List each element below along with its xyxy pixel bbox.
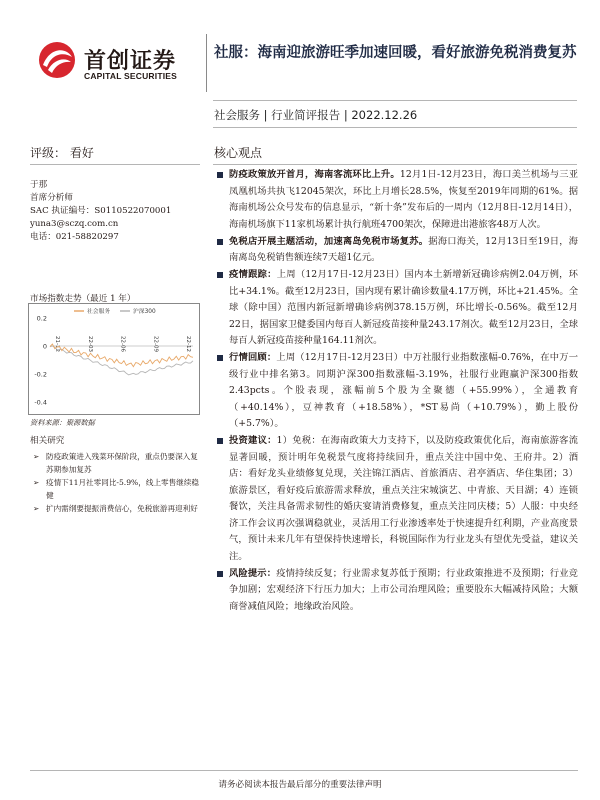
arrow-bullet-icon: ➢ [33,478,40,487]
report-title: 社服：海南迎旅游旺季加速回暖，看好旅游免税消费复苏 [214,45,577,61]
header-divider [206,34,207,92]
analyst-email: yuna3@sczq.com.cn [30,219,119,229]
y-tick-label: -0.2 [34,370,47,379]
square-bullet-icon [217,172,223,178]
index-trend-chart [28,303,200,415]
bullet-heading: 免税店开展主题活动，加速离岛免税市场复苏。 [229,235,429,247]
x-tick-label: 21-12 [54,336,60,352]
analyst-role: 首席分析师 [30,193,73,203]
list-item [213,433,578,565]
x-tick-label: 22-12 [185,336,191,352]
divider [30,164,200,165]
list-item [213,350,578,433]
chart-title: 市场指数走势（最近 1 年） [30,294,136,304]
square-bullet-icon [217,355,223,361]
divider [213,127,577,128]
legend-label: 沪深300 [133,309,156,315]
list-item [213,167,578,233]
x-tick-label: 22-09 [152,336,159,352]
report-category-line: 社会服务 | 行业简评报告 | 2022.12.26 [214,108,418,122]
y-tick-label: -0.4 [34,398,47,407]
arrow-bullet-icon: ➢ [33,452,40,461]
footer-disclaimer: 请务必阅读本报告最后部分的重要法律声明 [218,780,382,790]
analyst-phone: 电话：021-58820297 [30,232,119,242]
bullet-text: 上周（12月17日-12月23日）国内本土新增新冠确诊病例2.04万例，环比+34.1%。截至12月23日，国内现有累计确诊数量4.17万例，环比+21.45%。全球（除中国）范围内新冠新增确诊病例378.15万例，环比增长-0.56%。截至12月22日，据国家卫健委国内每百人新冠疫苗接种量243.17剂次。截至12月23日，全球每百人新冠疫苗接种量164.11剂次。 [229,269,578,346]
logo-text: 首创证券 [84,49,177,74]
core-views-list [213,167,578,616]
bullet-text: 据海口海关，12月13日至19日，海南离岛免税销售额连续7天超1亿元。 [229,235,578,263]
list-item [213,267,578,350]
bullet-text: 1）免税：在海南政策大力支持下，以及防疫政策优化后，海南旅游客流显著回暖，预计明年免税景气度将持续回升，重点关注中国中免、王府井。2）酒店：看好龙头业绩修复兑现，关注锦江酒店、首旅酒店、君亭酒店、华住集团；3）旅游景区，看好疫后旅游需求释放，重点关注宋城演艺、中青旅、天目湖；4）连锁餐饮，关注具备需求韧性的婚庆宴请消费修复，重点关注同庆楼；5）人服：中央经济工作会议再次强调稳就业，灵活用工行业渗透率处于快速提升红利期，产业高度景气，预计未来几年有望保持快速增长，科锐国际作为行业龙头有望优先受益，建议关注。 [229,435,578,562]
bullet-text: 疫情持续反复；行业需求复苏低于预期；行业政策推进不及预期；行业竞争加剧；宏观经济下行压力加大；上市公司治理风险；重要股东大幅减持风险；大额商誉减值风险；地缘政治风险。 [229,567,578,612]
logo-subtext: CAPITAL SECURITIES [84,71,178,81]
y-tick-label: 0.2 [36,314,47,323]
chart-source: 资料来源：聚源数据 [30,418,95,427]
square-bullet-icon [217,272,223,278]
list-item[interactable] [30,476,202,502]
legend-label: 社会服务 [87,309,111,315]
logo-mark-icon [38,41,76,79]
bullet-heading: 防疫政策放开首月，海南客流环比上升。 [229,169,400,180]
analyst-name: 于那 [30,180,48,190]
square-bullet-icon [217,438,223,444]
square-bullet-icon [217,239,223,245]
x-tick-label: 22-03 [86,336,93,352]
x-tick-label: 22-06 [119,336,126,352]
square-bullet-icon [217,571,223,577]
bullet-heading: 行情回顾： [229,352,277,363]
list-item[interactable] [30,450,202,476]
bullet-heading: 投资建议： [229,435,277,446]
bullet-text: 12月1日-12月23日，海口美兰机场与三亚凤凰机场共执飞12045架次，环比上月增长28.5%，恢复至2019年同期的61%。据海南机场公众号发布的信息显示，“新十条”发布后的一周内（12月8日-12月14日），海南机场旗下11家机场累计执行航班4700架次，保障进出港旅客48万人次。 [229,169,578,230]
rating-label: 评级： 看好 [30,146,94,160]
list-item [213,566,578,616]
related-research-title: 相关研究 [30,436,65,446]
core-views-title: 核心观点 [214,146,263,160]
list-item [213,234,578,267]
analyst-sac: SAC 执证编号：S0110522070001 [30,206,172,216]
bullet-heading: 风险提示： [229,567,277,579]
bullet-heading: 疫情跟踪： [229,269,277,280]
related-link-text: 疫情下11月社零同比-5.9%，线上零售继续稳健 [46,478,200,500]
divider [213,164,577,165]
related-link-text: 防疫政策进入残菜环保阶段，重点仍要深入复苏期参加复苏 [46,452,198,474]
arrow-bullet-icon: ➢ [33,504,40,513]
bullet-text: 上周（12月17日-12月23日）中万社服行业指数涨幅-0.76%，在中万一级行业中排名第3。同期沪深300指数涨幅-3.19%，社服行业跑赢沪深300指数2.43pcts。个股表现，涨幅前5个股为全聚德（+55.99%），全通教育（+40.14%），豆神教育（+18.58%），*ST易尚（+10.79%），勤上股份（+5.7%）。 [229,352,578,429]
related-research-list [30,450,202,515]
analyst-info [30,179,171,244]
related-link-text: 扩内需纲要提振消费信心，免税旅游再迎利好 [46,504,198,513]
y-tick-label: 0 [42,342,47,351]
footer-divider [30,770,578,771]
divider [213,100,577,101]
list-item[interactable] [30,502,202,515]
